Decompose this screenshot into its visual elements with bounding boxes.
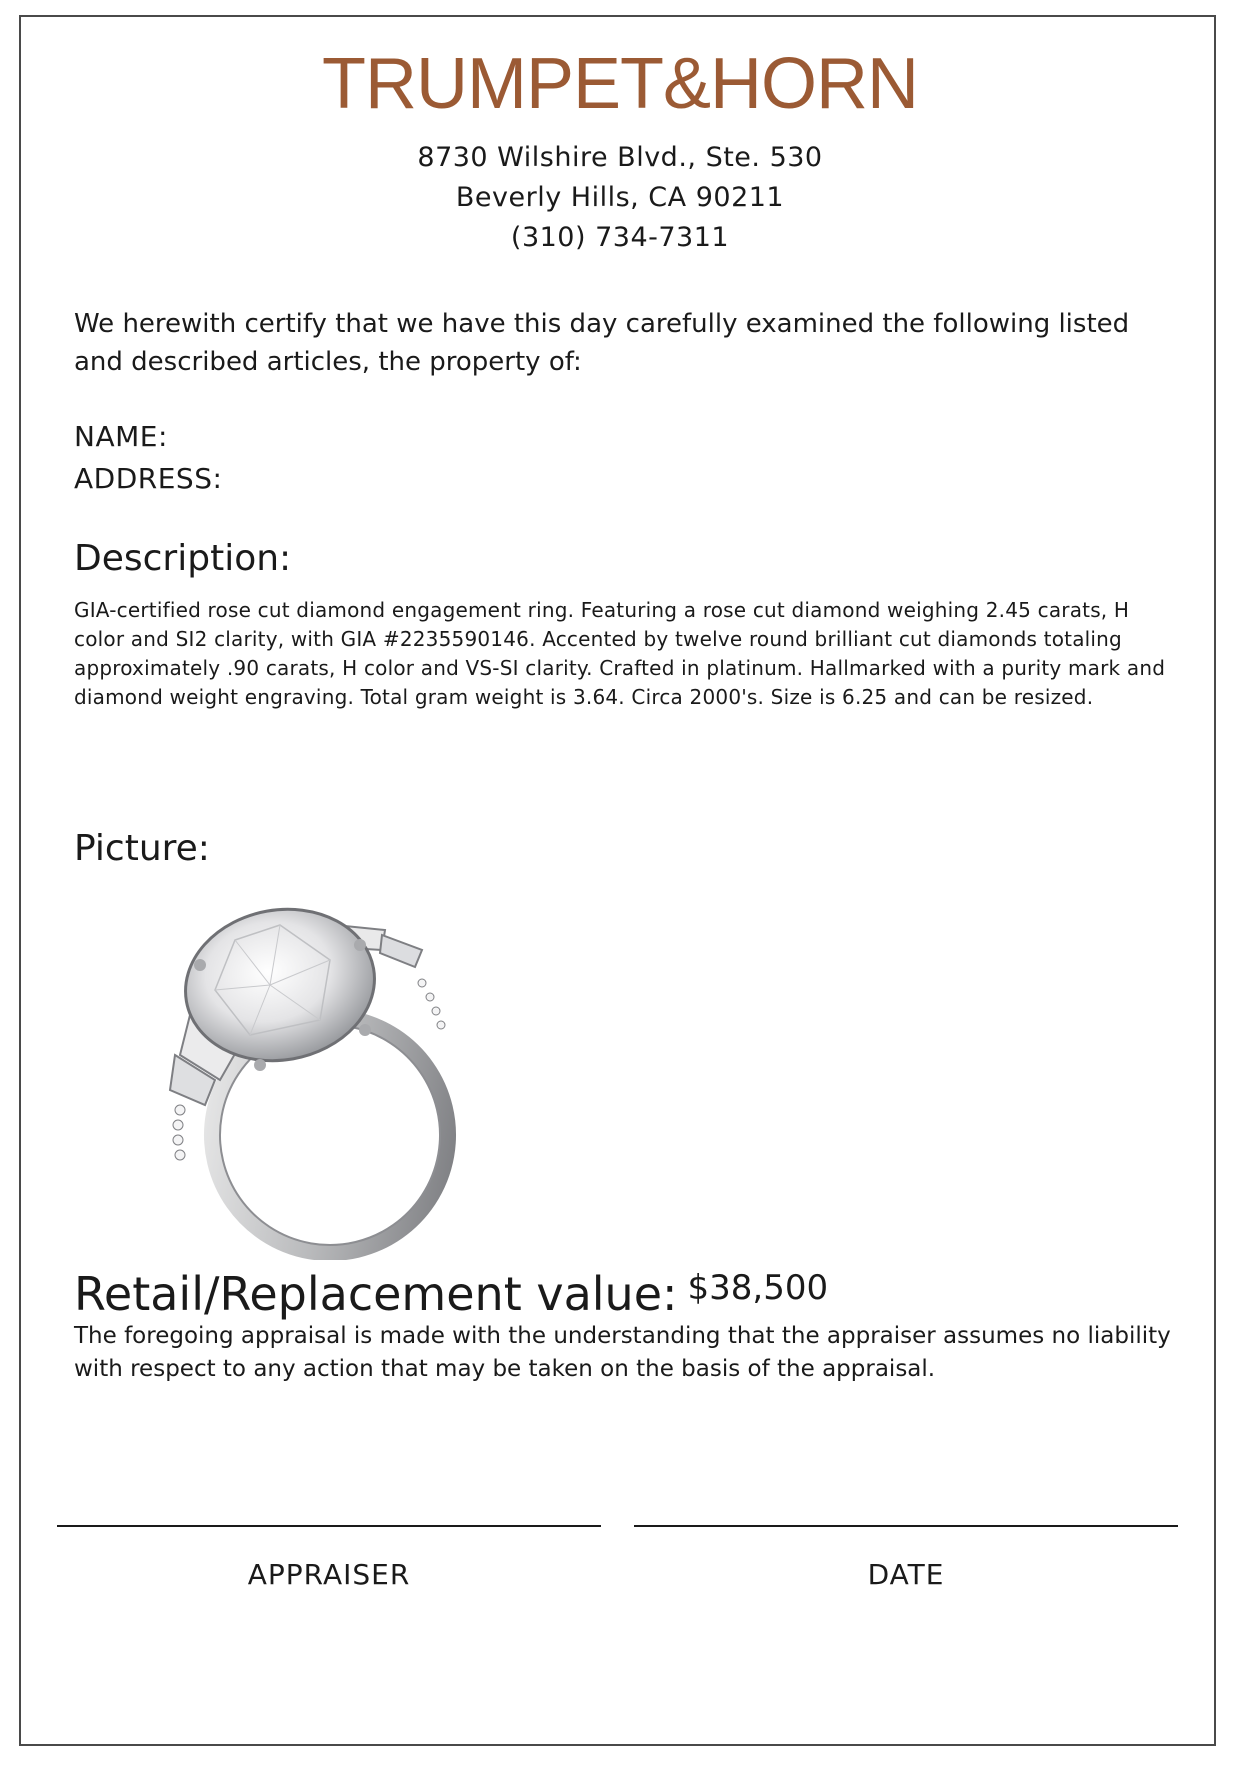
appraiser-label: APPRAISER xyxy=(247,1558,411,1591)
value-label: Retail/Replacement value: xyxy=(74,1267,678,1321)
value-amount: $38,500 xyxy=(687,1268,829,1308)
name-label: NAME: xyxy=(74,420,168,453)
valuation-row xyxy=(74,1262,828,1326)
disclaimer-text: The foregoing appraisal is made with the understanding that the appraiser assumes no liability with respect to any action that may be taken on the basis of the appraisal. xyxy=(74,1323,1171,1382)
address-label: ADDRESS: xyxy=(74,462,223,495)
document-border xyxy=(19,15,1216,1746)
ring-image xyxy=(160,905,480,1260)
phone-number: (310) 734-7311 xyxy=(510,222,730,253)
brand-logo: TRUMPET&HORN xyxy=(322,44,918,124)
description-text: GIA-certified rose cut diamond engagement ring. Featuring a rose cut diamond weighing 2.45 carats, H color and SI2 clarity, with GIA #2235590146. Accented by twelve round brilliant cut diamonds totaling approximately .90 carats, H color and VS-SI clarity. Crafted in platinum. Hallmarked with a purity mark and diamond weight engraving. Total gram weight is 3.64. Circa 2000's. Size is 6.25 and can be resized. xyxy=(74,598,1166,709)
address-line-1: 8730 Wilshire Blvd., Ste. 530 xyxy=(417,142,823,173)
certification-statement: We herewith certify that we have this day carefully examined the following listed and described articles, the property of: xyxy=(74,309,1130,377)
description-heading: Description: xyxy=(74,538,292,579)
picture-heading: Picture: xyxy=(74,828,210,869)
date-label: DATE xyxy=(867,1558,945,1591)
date-signature-line xyxy=(634,1525,1178,1527)
address-line-2: Beverly Hills, CA 90211 xyxy=(455,182,785,213)
appraiser-signature-line xyxy=(57,1525,601,1527)
